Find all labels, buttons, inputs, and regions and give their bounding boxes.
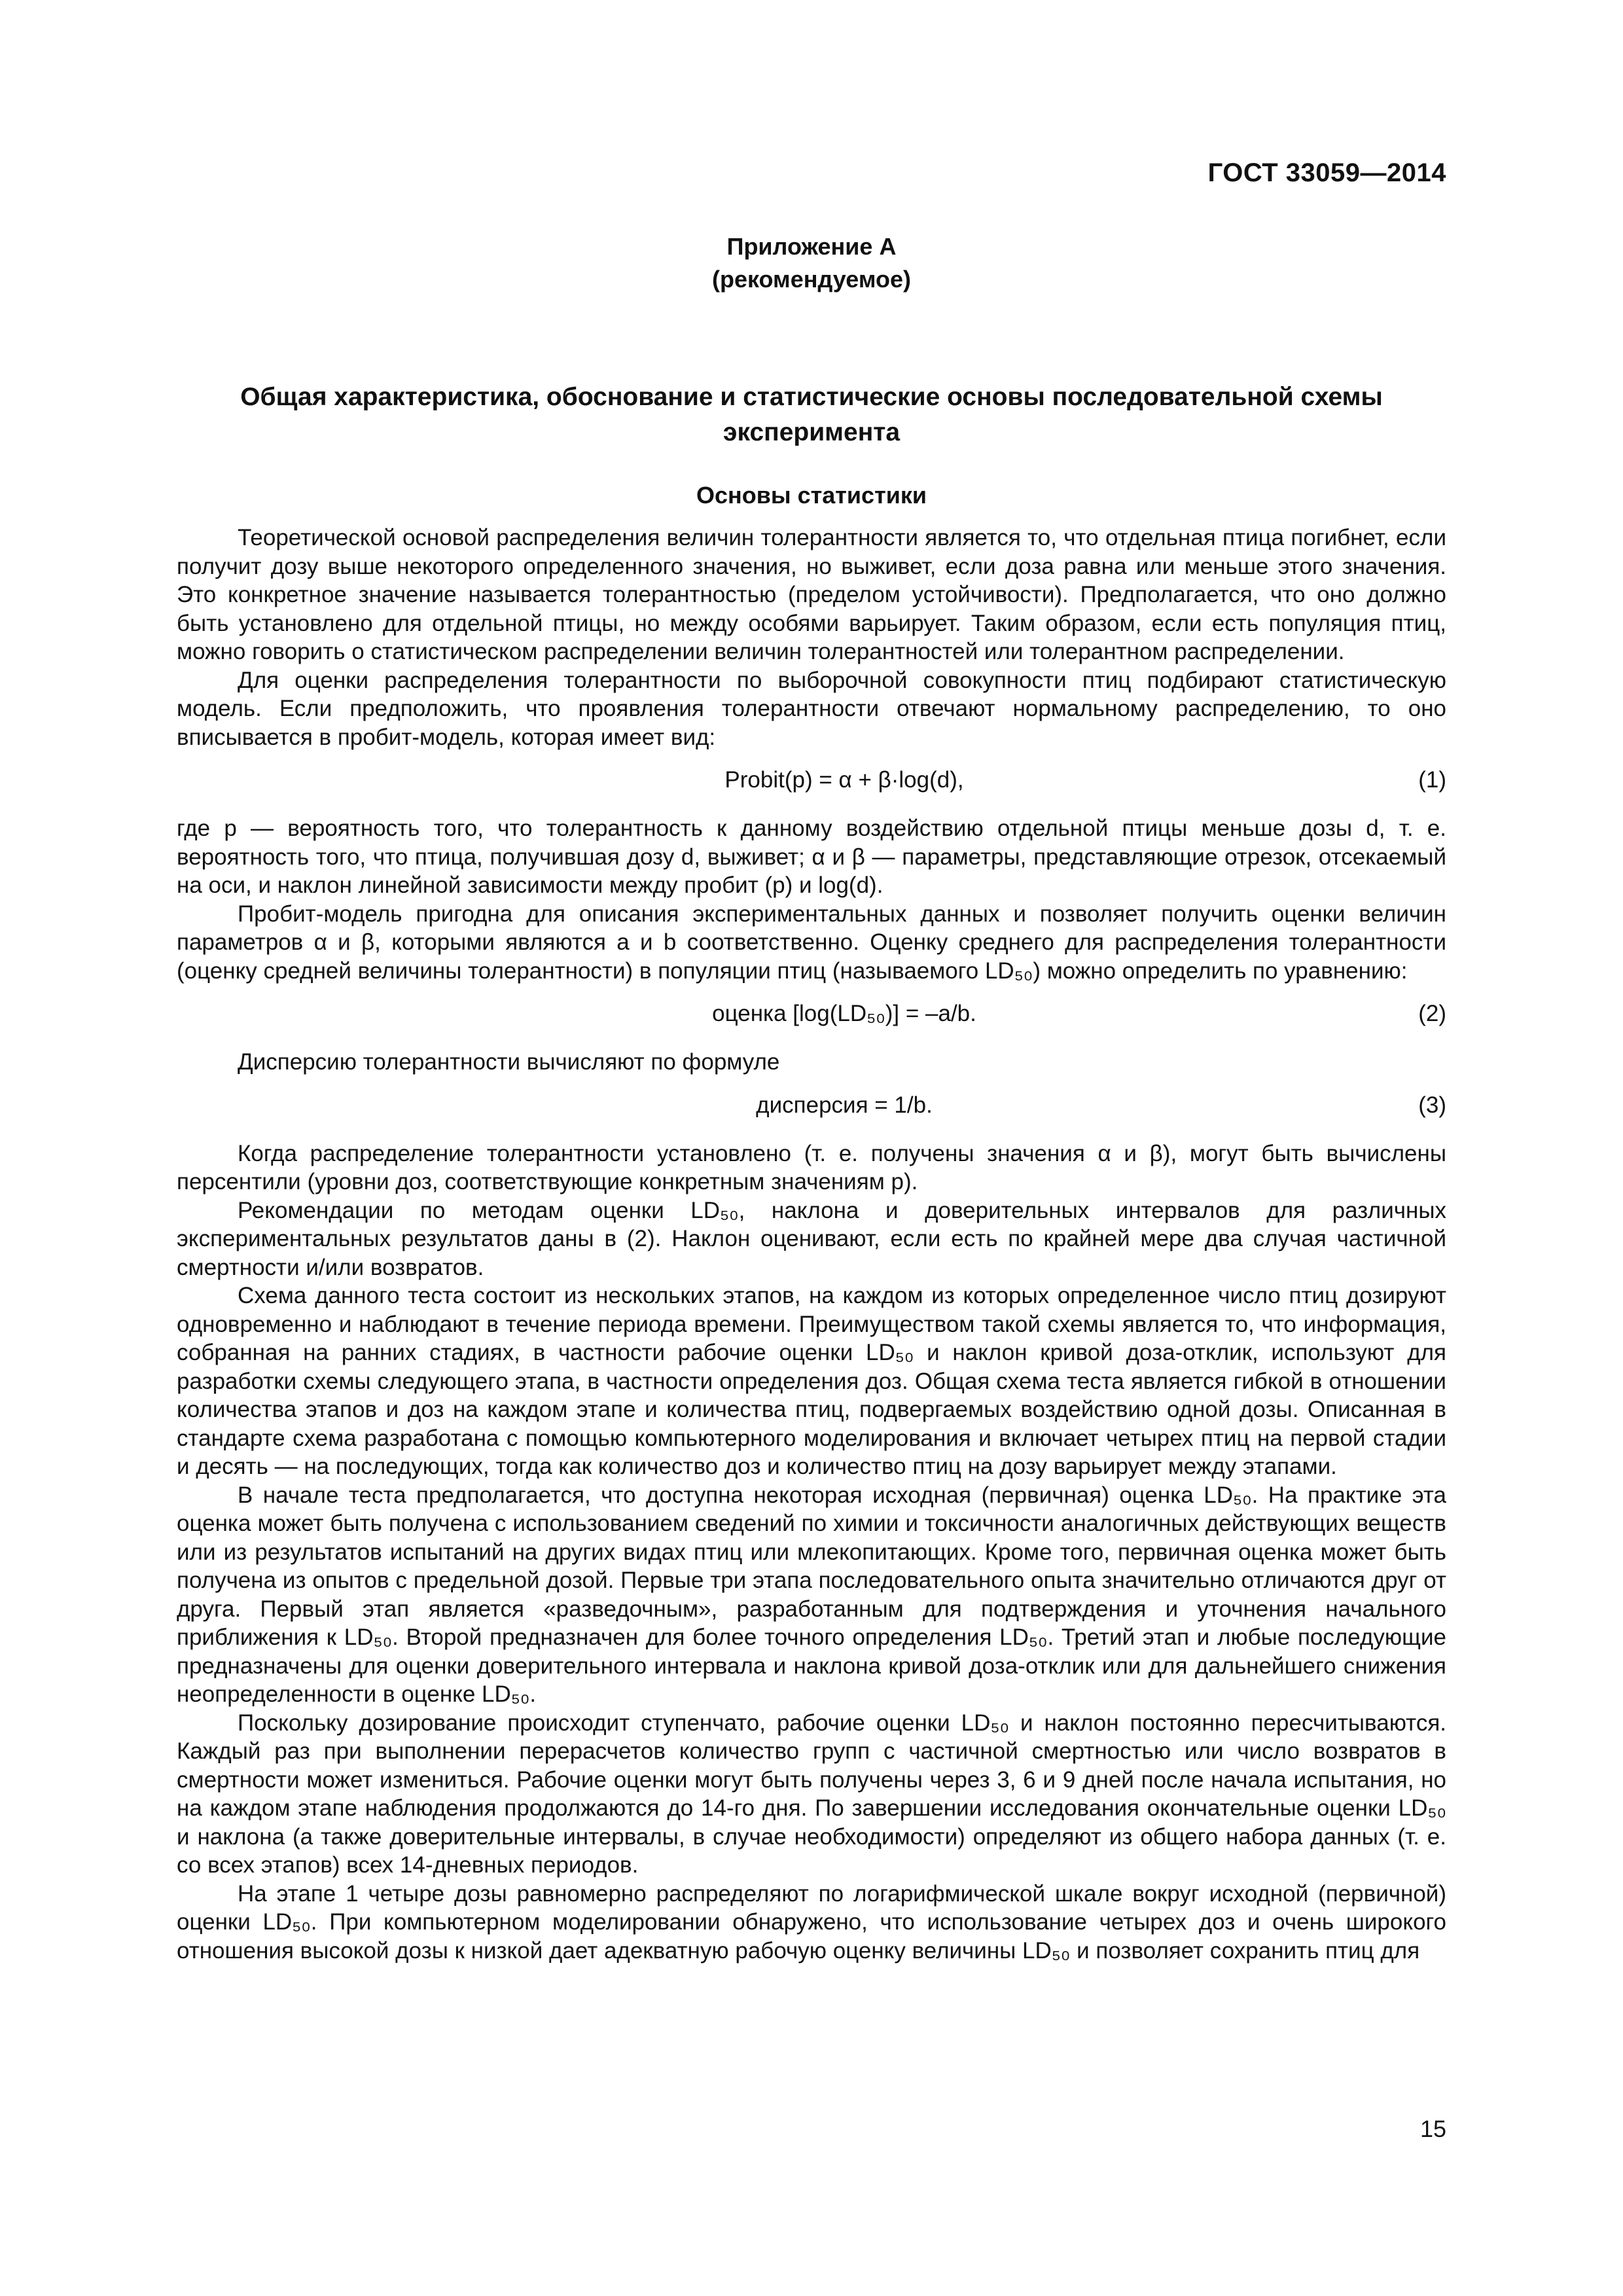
formula-3 xyxy=(177,1091,1446,1125)
paragraph: Для оценки распределения толерантности по выборочной совокупности птиц подбирают статистическую модель. Если предположить, что проявления толерантности отвечают нормальному распределению, то оно вписывается в пробит-модель, которая имеет вид: xyxy=(177,667,1446,750)
paragraph: В начале теста предполагается, что доступна некоторая исходная (первичная) оценка LD₅₀. На практике эта оценка может быть получена с использованием сведений по химии и токсичности аналогичных действующих веществ или из результатов испытаний на других видах птиц или млекопитающих. Кроме того, первичная оценка может быть получена из опытов с предельной дозой. Первые три этапа последовательного опыта значительно отличаются друг от друга. Первый этап является «разведочным», разработанным для подтверждения и уточнения начального приближения к LD₅₀. Второй предназначен для более точного определения LD₅₀. Третий этап и любые последующие предназначены для оценки доверительного интервала и наклона кривой доза-отклик или для дальнейшего снижения неопределенности в оценке LD₅₀. xyxy=(177,1482,1446,1707)
formula-number: (1) xyxy=(1418,767,1446,793)
appendix-heading xyxy=(177,230,1446,296)
paragraph: Рекомендации по методам оценки LD₅₀, наклона и доверительных интервалов для различных экспериментальных результатов даны в (2). Наклон оценивают, если есть по крайней мере два случая частичной смертности и/или возвратов. xyxy=(177,1197,1446,1280)
document-title xyxy=(177,380,1446,450)
formula-number: (2) xyxy=(1418,1001,1446,1026)
appendix-status: (рекомендуемое) xyxy=(712,266,911,293)
title-line-2: эксперимента xyxy=(722,418,901,446)
paragraph: где p — вероятность того, что толерантность к данному воздействию отдельной птицы меньше дозы d, т. е. вероятность того, что птица, получившая дозу d, выживет; α и β — параметры, представляющие отрезок, отсекаемый на оси, и наклон линейной зависимости между пробит (p) и log(d). xyxy=(177,816,1446,898)
formula-expression: Probit(p) = α + β·log(d), xyxy=(724,767,964,793)
standard-number: ГОСТ 33059—2014 xyxy=(1207,158,1446,187)
paragraph: Схема данного теста состоит из нескольких этапов, на каждом из которых определенное число птиц дозируют одновременно и наблюдают в течение периода времени. Преимуществом такой схемы является то, что информация, собранная на ранних стадиях, в частности рабочие оценки LD₅₀ и наклон кривой доза-отклик, используют для разработки схемы следующего этапа, в частности определения доз. Общая схема теста является гибкой в отношении количества этапов и доз на каждом этапе и количества птиц, подвергаемых воздействию одной дозы. Описанная в стандарте схема разработана с помощью компьютерного моделирования и включает четырех птиц на первой стадии и десять — на последующих, тогда как количество доз и количество птиц на дозу варьирует между этапами. xyxy=(177,1283,1446,1479)
paragraph: Когда распределение толерантности установлено (т. е. получены значения α и β), могут быть вычислены персентили (уровни доз, соответствующие конкретным значениям p). xyxy=(177,1140,1446,1194)
paragraph: Пробит-модель пригодна для описания экспериментальных данных и позволяет получить оценки величин параметров α и β, которыми являются a и b соответственно. Оценку среднего для распределения толерантности (оценку средней величины толерантности) в популяции птиц (называемого LD₅₀) можно определить по уравнению: xyxy=(177,901,1446,984)
body-text xyxy=(177,524,1446,1965)
paragraph: Дисперсию толерантности вычисляют по формуле xyxy=(238,1049,780,1075)
page-number: 15 xyxy=(1419,2115,1446,2142)
paragraph: Теоретической основой распределения величин толерантности является то, что отдельная птица погибнет, если получит дозу выше некоторого определенного значения, но выживет, если доза равна или меньше этого значения. Это конкретное значение называется толерантностью (пределом устойчивости). Предполагается, что оно должно быть установлено для отдельной птицы, но между особями варьирует. Таким образом, если есть популяция птиц, можно говорить о статистическом распределении величин толерантностей или толерантном распределении. xyxy=(177,525,1446,664)
formula-number: (3) xyxy=(1418,1092,1446,1118)
formula-2 xyxy=(177,999,1446,1033)
formula-expression: оценка [log(LD₅₀)] = –a/b. xyxy=(712,1001,976,1026)
paragraph: На этапе 1 четыре дозы равномерно распределяют по логарифмической шкале вокруг исходной (первичной) оценки LD₅₀. При компьютерном моделировании обнаружено, что использование четырех доз и очень широкого отношения высокой дозы к низкой дает адекватную рабочую оценку величины LD₅₀ и позволяет сохранить птиц для xyxy=(177,1880,1446,1964)
formula-1 xyxy=(177,766,1446,800)
section-heading: Основы статистики xyxy=(696,482,927,509)
title-line-1: Общая характеристика, обоснование и статистические основы последовательной схемы xyxy=(240,383,1383,411)
appendix-label: Приложение А xyxy=(726,233,897,260)
formula-expression: дисперсия = 1/b. xyxy=(756,1092,933,1118)
paragraph: Поскольку дозирование происходит ступенчато, рабочие оценки LD₅₀ и наклон постоянно пересчитываются. Каждый раз при выполнении перерасчетов количество групп с частичной смертностью или число возвратов в смертности может измениться. Рабочие оценки могут быть получены через 3, 6 и 9 дней после начала испытания, но на каждом этапе наблюдения продолжаются до 14-го дня. По завершении исследования окончательные оценки LD₅₀ и наклона (а также доверительные интервалы, в случае необходимости) определяют из общего набора данных (т. е. со всех этапов) всех 14-дневных периодов. xyxy=(177,1710,1446,1878)
